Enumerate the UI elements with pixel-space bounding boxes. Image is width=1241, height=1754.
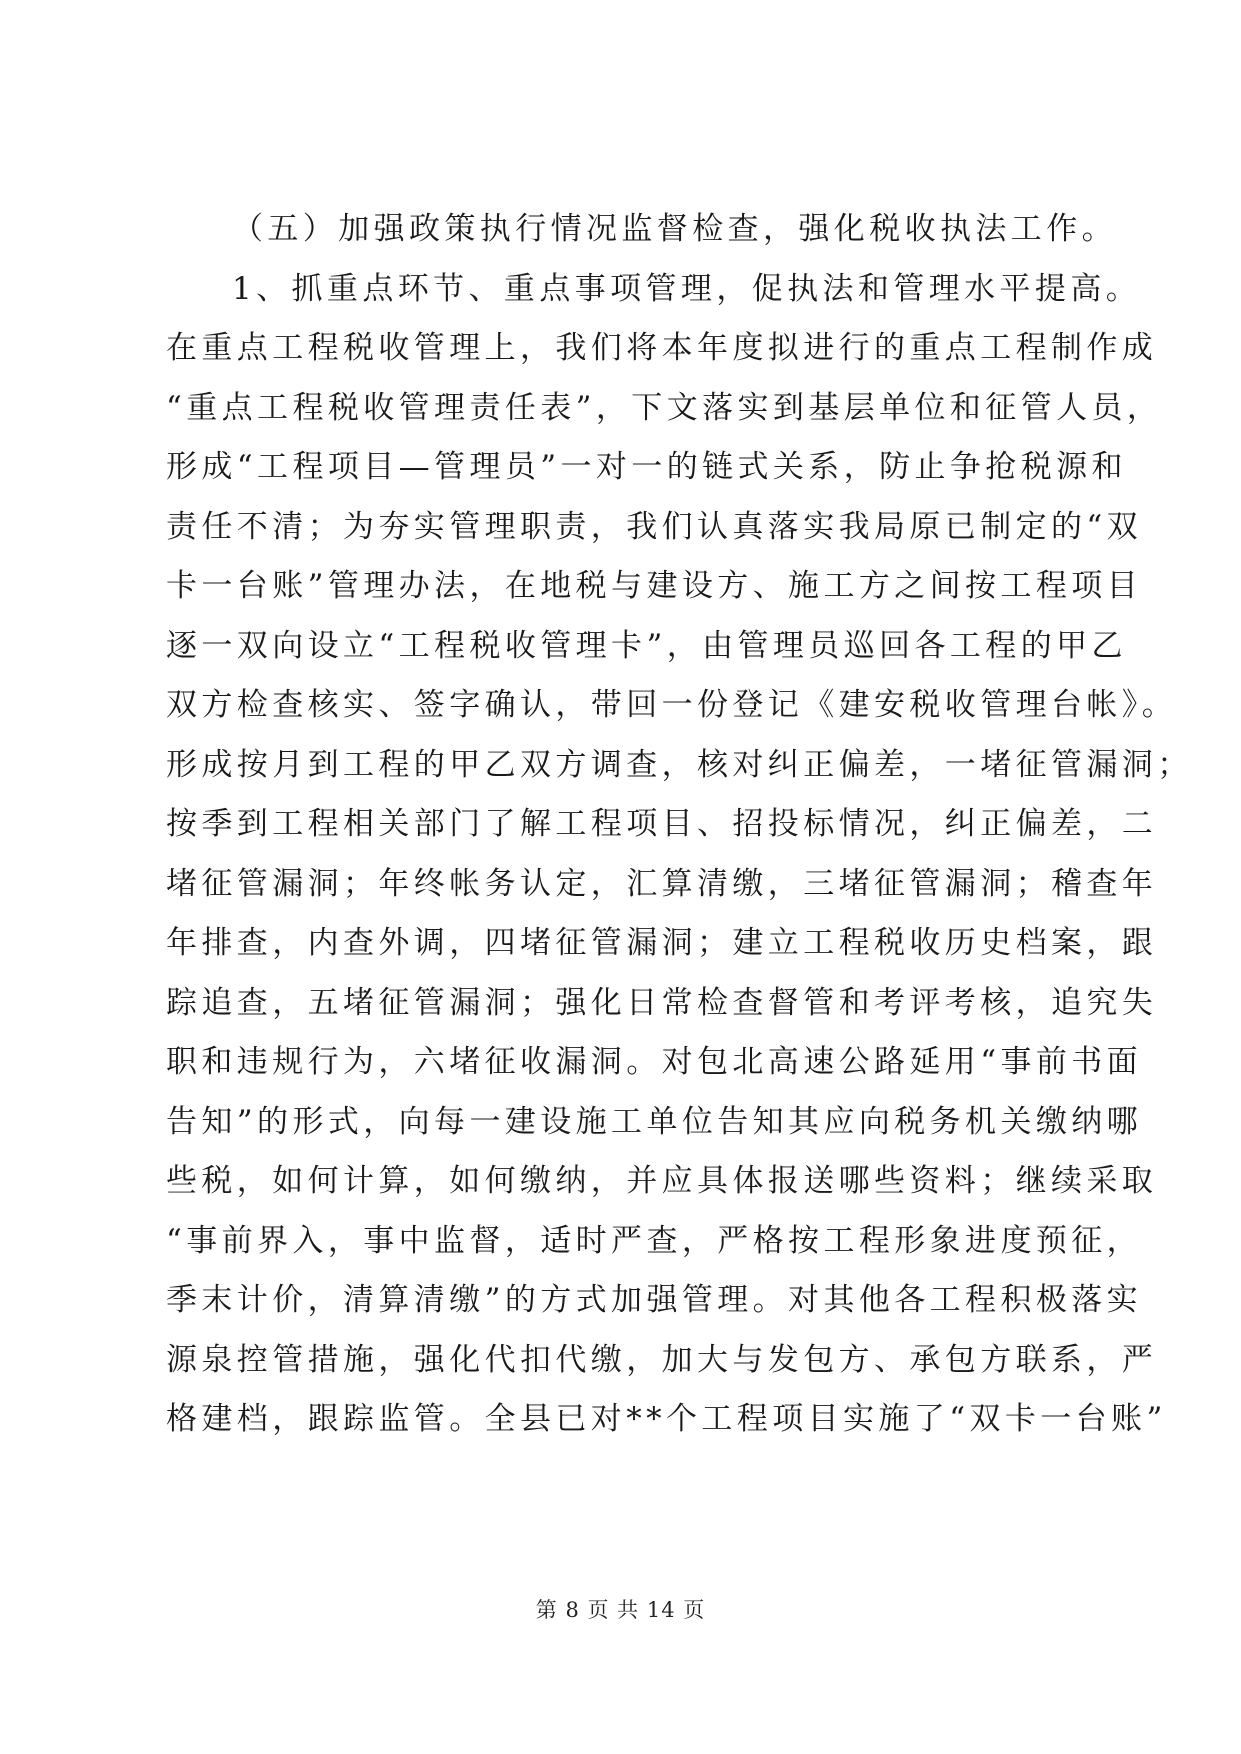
paragraph-line: 季末计价，清算清缴”的方式加强管理。对其他各工程积极落实 (166, 1282, 1143, 1318)
paragraph-line: 源泉控管措施，强化代扣代缴，加大与发包方、承包方联系，严 (166, 1341, 1158, 1378)
paragraph-line: 格建档，跟踪监管。全县已对**个工程项目实施了“双卡一台账” (166, 1401, 1167, 1437)
paragraph-line: “事前界入，事中监督，适时严查，严格按工程形象进度预征， (166, 1222, 1143, 1259)
section-heading: （五）加强政策执行情况监督检查，强化税收执法工作。 (232, 211, 1117, 247)
paragraph-line: 告知”的形式，向每一建设施工单位告知其应向税务机关缴纳哪 (166, 1103, 1143, 1140)
paragraph-line: 逐一双向设立“工程税收管理卡”，由管理员巡回各工程的甲乙 (166, 627, 1127, 664)
paragraph-line: 踪追查，五堵征管漏洞；强化日常检查督管和考评考核，追究失 (166, 984, 1158, 1021)
paragraph-line: 双方检查核实、签字确认，带回一份登记《建安税收管理台帐》。 (166, 687, 1178, 723)
paragraph-line: 形成“工程项目—管理员”一对一的链式关系，防止争抢税源和 (166, 449, 1127, 485)
paragraph-line: 责任不清；为夯实管理职责，我们认真落实我局原已制定的“双 (166, 508, 1143, 545)
paragraph-line: 年排查，内查外调，四堵征管漏洞；建立工程税收历史档案，跟 (166, 925, 1158, 961)
paragraph-line: 堵征管漏洞；年终帐务认定，汇算清缴，三堵征管漏洞；稽查年 (166, 865, 1158, 902)
paragraph-line: 形成按月到工程的甲乙双方调查，核对纠正偏差，一堵征管漏洞； (166, 746, 1193, 783)
paragraph-line: 在重点工程税收管理上，我们将本年度拟进行的重点工程制作成 (166, 330, 1158, 366)
paragraph-line: 些税，如何计算，如何缴纳，并应具体报送哪些资料；继续采取 (166, 1163, 1158, 1199)
paragraph-line: 按季到工程相关部门了解工程项目、招投标情况，纠正偏差，二 (166, 806, 1158, 842)
paragraph-line: 1、抓重点环节、重点事项管理，促执法和管理水平提高。 (232, 270, 1142, 307)
document-body (166, 200, 1193, 1450)
paragraph-line: 职和违规行为，六堵征收漏洞。对包北高速公路延用“事前书面 (166, 1044, 1143, 1080)
paragraph-line: “重点工程税收管理责任表”，下文落实到基层单位和征管人员， (166, 389, 1163, 426)
page-footer: 第 8 页 共 14 页 (535, 1598, 706, 1622)
paragraph-line: 卡一台账”管理办法，在地税与建设方、施工方之间按工程项目 (166, 568, 1143, 604)
